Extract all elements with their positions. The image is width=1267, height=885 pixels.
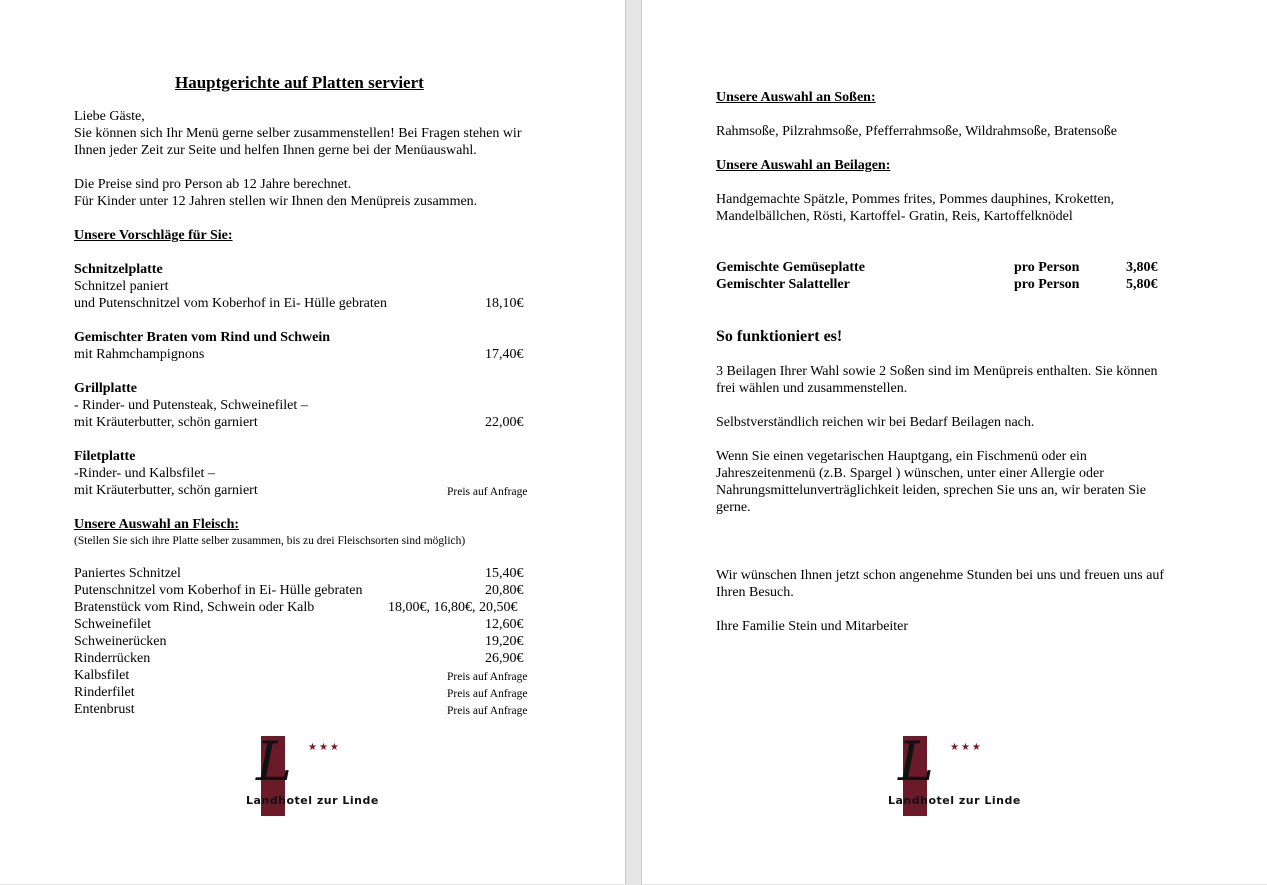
meat-item: Putenschnitzel vom Koberhof in Ei- Hülle gebraten [74, 583, 363, 598]
how-text: gerne. [716, 500, 751, 515]
extra-price: 3,80€ [1126, 260, 1158, 275]
platter-desc: - Rinder- und Putensteak, Schweinefilet – [74, 398, 308, 413]
meat-item: Rinderrücken [74, 651, 151, 666]
closing-text: Ihren Besuch. [716, 585, 794, 600]
sauces-list: Rahmsoße, Pilzrahmsoße, Pfefferrahmsoße, Wildrahmsoße, Bratensoße [716, 124, 1117, 139]
platter-desc: mit Rahmchampignons [74, 347, 205, 362]
logo-stars: ★★★ [950, 742, 983, 753]
intro-line: Sie können sich Ihr Menü gerne selber zusammenstellen! Bei Fragen stehen wir [74, 126, 522, 141]
meat-price: Preis auf Anfrage [447, 671, 528, 683]
logo-name: Landhotel zur Linde [246, 794, 379, 807]
extra-unit: pro Person [1014, 277, 1080, 292]
meat-price: 18,00€, 16,80€, 20,50€ [388, 600, 518, 615]
meat-price: Preis auf Anfrage [447, 688, 528, 700]
page-title: Hauptgerichte auf Platten serviert [175, 73, 424, 92]
hotel-logo [888, 730, 1028, 818]
meat-note: (Stellen Sie sich ihre Platte selber zusammen, bis zu drei Fleischsorten sind möglich) [74, 535, 466, 547]
logo-letter: L [898, 730, 934, 793]
extra-name: Gemischte Gemüseplatte [716, 260, 865, 275]
platter-price: Preis auf Anfrage [447, 486, 528, 498]
platter-desc: -Rinder- und Kalbsfilet – [74, 466, 215, 481]
extra-price: 5,80€ [1126, 277, 1158, 292]
platter-price: 17,40€ [485, 347, 524, 362]
platter-name: Filetplatte [74, 449, 136, 464]
hotel-logo [246, 730, 386, 818]
suggestions-heading: Unsere Vorschläge für Sie: [74, 228, 233, 243]
document-page-2 [641, 0, 1267, 884]
sides-line: Mandelbällchen, Rösti, Kartoffel- Gratin, Reis, Kartoffelknödel [716, 209, 1073, 224]
meat-price: Preis auf Anfrage [447, 705, 528, 717]
platter-price: 18,10€ [485, 296, 524, 311]
platter-desc: und Putenschnitzel vom Koberhof in Ei- Hülle gebraten [74, 296, 387, 311]
platter-price: 22,00€ [485, 415, 524, 430]
sides-line: Handgemachte Spätzle, Pommes frites, Pommes dauphines, Kroketten, [716, 192, 1115, 207]
logo-name: Landhotel zur Linde [888, 794, 1021, 807]
logo-stars: ★★★ [308, 742, 341, 753]
how-text: frei wählen und zusammenstellen. [716, 381, 908, 396]
platter-name: Schnitzelplatte [74, 262, 163, 277]
how-text: Jahreszeitenmenü (z.B. Spargel ) wünschen, unter einer Allergie oder [716, 466, 1104, 481]
meat-item: Entenbrust [74, 702, 135, 717]
meat-item: Schweinefilet [74, 617, 151, 632]
platter-desc: mit Kräuterbutter, schön garniert [74, 415, 258, 430]
platter-desc: mit Kräuterbutter, schön garniert [74, 483, 258, 498]
platter-desc: Schnitzel paniert [74, 279, 169, 294]
extra-unit: pro Person [1014, 260, 1080, 275]
prices-note-line: Die Preise sind pro Person ab 12 Jahre berechnet. [74, 177, 352, 192]
meat-heading: Unsere Auswahl an Fleisch: [74, 517, 240, 532]
extra-name: Gemischter Salatteller [716, 277, 850, 292]
meat-price: 12,60€ [485, 617, 524, 632]
meat-price: 20,80€ [485, 583, 524, 598]
sides-heading: Unsere Auswahl an Beilagen: [716, 158, 891, 173]
how-text: Wenn Sie einen vegetarischen Hauptgang, ein Fischmenü oder ein [716, 449, 1087, 464]
how-text: 3 Beilagen Ihrer Wahl sowie 2 Soßen sind im Menüpreis enthalten. Sie können [716, 364, 1158, 379]
prices-note-line: Für Kinder unter 12 Jahren stellen wir Ihnen den Menüpreis zusammen. [74, 194, 478, 209]
meat-price: 19,20€ [485, 634, 524, 649]
meat-item: Rinderfilet [74, 685, 135, 700]
meat-item: Bratenstück vom Rind, Schwein oder Kalb [74, 600, 315, 615]
platter-name: Grillplatte [74, 381, 137, 396]
meat-item: Kalbsfilet [74, 668, 130, 683]
how-text: Nahrungsmittelunverträglichkeit leiden, sprechen Sie uns an, wir beraten Sie [716, 483, 1146, 498]
meat-price: 26,90€ [485, 651, 524, 666]
platter-name: Gemischter Braten vom Rind und Schwein [74, 330, 331, 345]
sauces-heading: Unsere Auswahl an Soßen: [716, 90, 876, 105]
how-text: Selbstverständlich reichen wir bei Bedarf Beilagen nach. [716, 415, 1035, 430]
closing-text: Wir wünschen Ihnen jetzt schon angenehme Stunden bei uns und freuen uns auf [716, 568, 1165, 583]
document-page-1 [0, 0, 626, 884]
signature: Ihre Familie Stein und Mitarbeiter [716, 619, 909, 634]
meat-price: 15,40€ [485, 566, 524, 581]
meat-item: Paniertes Schnitzel [74, 566, 181, 581]
logo-letter: L [256, 730, 292, 793]
intro-line: Liebe Gäste, [74, 109, 145, 124]
how-heading: So funktioniert es! [716, 328, 843, 345]
meat-item: Schweinerücken [74, 634, 167, 649]
intro-line: Ihnen jeder Zeit zur Seite und helfen Ihnen gerne bei der Menüauswahl. [74, 143, 477, 158]
